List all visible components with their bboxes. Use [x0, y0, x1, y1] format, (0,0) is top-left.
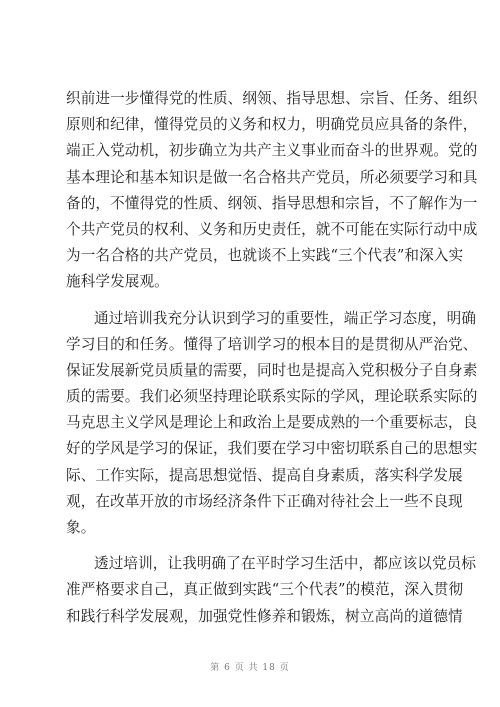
- text-line: 和践行科学发展观，加强党性修养和锻炼，树立高尚的道德情: [66, 607, 463, 625]
- paragraph-2: [66, 306, 478, 542]
- text-line: 基本理论和基本知识是做一名合格共产党员，所必须要学习和具: [66, 168, 478, 186]
- text-line: 通过培训我充分认识到学习的重要性，端正学习态度，明确: [94, 309, 477, 327]
- text-line: 马克思主义学风是理论上和政治上是要成熟的一个重要标志，良: [66, 414, 478, 432]
- text-line: 备的，不懂得党的性质、纲领、指导思想和宗旨，不了解作为一: [66, 194, 478, 212]
- page-number-footer: 第 6 页 共 18 页: [210, 663, 290, 673]
- text-line: 观，在改革开放的市场经济条件下正确对待社会上一些不良现: [66, 492, 463, 510]
- text-line: 端正入党动机，初步确立为共产主义事业而奋斗的世界观。党的: [66, 142, 478, 160]
- text-line: 个共产党员的权利、义务和历史责任，就不可能在实际行动中成: [66, 220, 478, 238]
- text-line: 透过培训，让我明确了在平时学习生活中，都应该以党员标: [94, 555, 477, 573]
- document-body: [66, 86, 478, 630]
- text-line: 好的学风是学习的保证，我们要在学习中密切联系自己的思想实: [66, 440, 478, 458]
- text-line: 质的需要。我们必须坚持理论联系实际的学风，理论联系实际的: [66, 388, 478, 406]
- paragraph-spacing: [66, 296, 438, 306]
- text-line: 施科学发展观。: [66, 273, 169, 291]
- text-line: 保证发展新党员质量的需要，同时也是提高入党积极分子自身素: [66, 361, 478, 379]
- text-line: 织前进一步懂得党的性质、纲领、指导思想、宗旨、任务、组织: [66, 90, 478, 107]
- paragraph-spacing: [66, 541, 438, 551]
- text-line: 际、工作实际，提高思想觉悟、提高自身素质，落实科学发展: [66, 466, 463, 484]
- text-line: 准严格要求自己，真正做到实践“三个代表”的模范，深入贯彻: [66, 581, 464, 599]
- text-line: 为一名合格的共产党员，也就谈不上实践“三个代表”和深入实: [66, 247, 464, 265]
- text-line: 象。: [66, 519, 96, 536]
- paragraph-1: [66, 86, 478, 296]
- paragraph-3: [66, 551, 477, 630]
- text-line: 原则和纪律，懂得党员的义务和权力，明确党员应具备的条件，: [66, 116, 478, 134]
- text-line: 学习目的和任务。懂得了培训学习的根本目的是贯彻从严治党、: [66, 335, 478, 353]
